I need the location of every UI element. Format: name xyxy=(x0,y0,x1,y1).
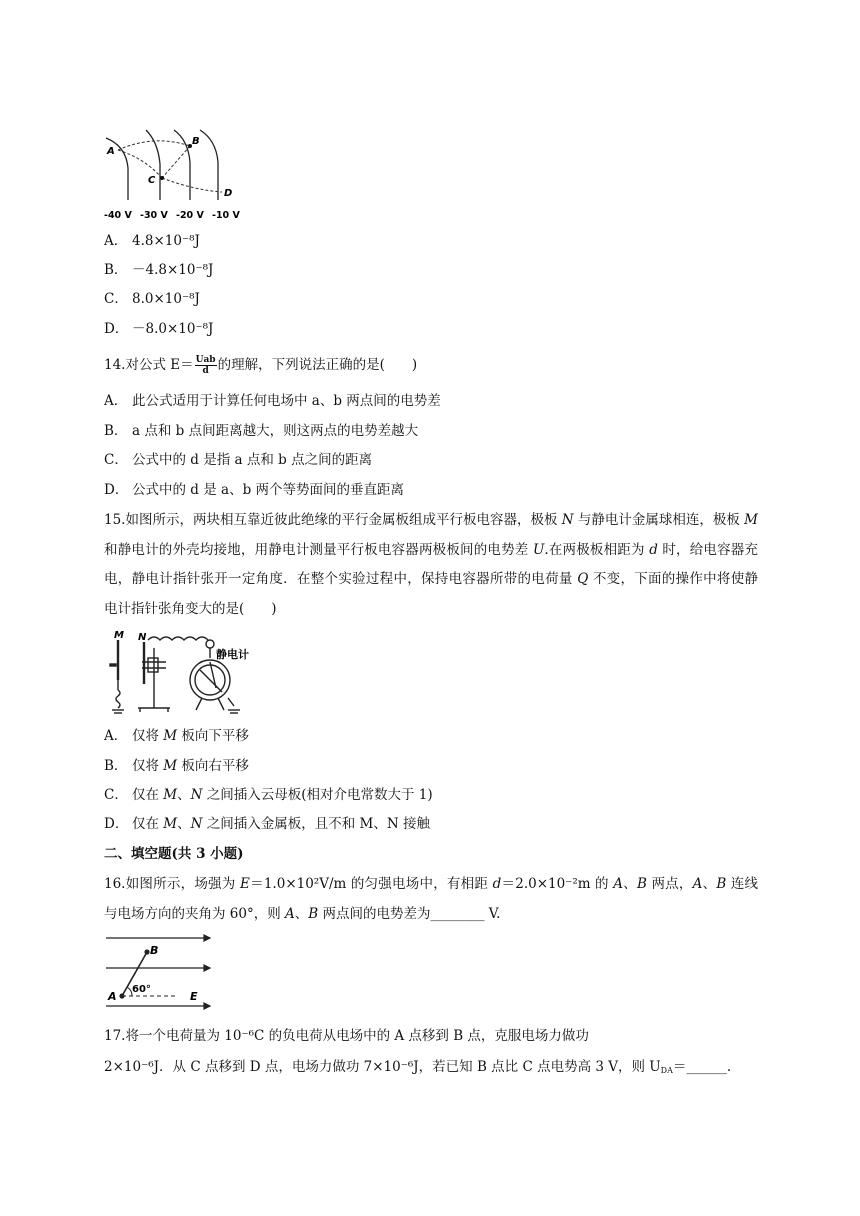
q16-label-b: B xyxy=(150,944,159,957)
q16-stem: 16.如图所示，场强为 E＝1.0×10²V/m 的匀强电场中，有相距 d＝2.0×10⁻²m 的 A、B 两点，A、B 连线与电场方向的夹角为 60°，则 A、B 两点间的电势差为________ V. xyxy=(104,876,758,922)
q13-label-b: B xyxy=(192,136,200,147)
q16-uniform-field-figure xyxy=(104,930,214,1012)
q14-stem: 14.对公式 E＝ $\frac{\text{Uab}}{d}$ 的理解，下列说法正确的是( ) xyxy=(104,355,418,376)
q15-option-a: A． 仅将 M 板向下平移 xyxy=(104,728,249,744)
q14-formula: $\frac{\text{Uab}}{d}$ xyxy=(195,355,216,376)
q17-line-1: 17.将一个电荷量为 10⁻⁶C 的负电荷从电场中的 A 点移到 B 点，克服电场力做功 xyxy=(104,1028,589,1044)
q13-label-d: D xyxy=(224,188,233,199)
q15-option-c: C． 仅在 M、N 之间插入云母板(相对介电常数大于 1) xyxy=(104,787,433,803)
q16-label-a: A xyxy=(108,990,117,1003)
q15-label-n: N xyxy=(138,632,147,643)
q14-option-b: B． a 点和 b 点间距离越大，则这两点的电势差越大 xyxy=(104,423,419,439)
q13-potential-2: -30 V xyxy=(140,210,168,221)
q13-option-b: B． －4.8×10⁻⁸J xyxy=(104,262,214,278)
q15-label-m: M xyxy=(114,630,124,641)
q15-option-d: D． 仅在 M、N 之间插入金属板，且不和 M、N 接触 xyxy=(104,816,430,832)
q15-stem: 15.如图所示，两块相互靠近彼此绝缘的平行金属板组成平行板电容器，极板 N 与静电计金属球相连，极板 M 和静电计的外壳均接地，用静电计测量平行板电容器两极板间的电势差 U.在两极板相距为 d 时，给电容器充电，静电计指针张开一定角度．在整个实验过程中，保持电容器所带的电荷量 Q 不变，下面的操作中将使静电计指针张角变大的是( ) xyxy=(104,512,758,617)
q13-option-d: D． －8.0×10⁻⁸J xyxy=(104,321,214,337)
q15-option-b: B． 仅将 M 板向右平移 xyxy=(104,758,249,774)
section-fill-in-title: 二、填空题(共 3 小题) xyxy=(104,846,244,862)
q14-option-d: D． 公式中的 d 是 a、b 两个等势面间的垂直距离 xyxy=(104,482,404,498)
q13-option-a: A． 4.8×10⁻⁸J xyxy=(104,233,200,249)
q13-equipotential-figure xyxy=(104,128,254,224)
q15-label-electrometer: 静电计 xyxy=(216,648,249,661)
q13-potential-4: -10 V xyxy=(212,210,240,221)
q13-option-c: C． 8.0×10⁻⁸J xyxy=(104,291,200,307)
q14-option-c: C． 公式中的 d 是指 a 点和 b 点之间的距离 xyxy=(104,452,373,468)
q13-label-c: C xyxy=(148,175,156,186)
q13-potential-1: -40 V xyxy=(104,210,132,221)
q13-label-a: A xyxy=(107,146,115,157)
q16-label-e: E xyxy=(190,990,198,1003)
q15-capacitor-electrometer-figure xyxy=(104,628,254,716)
q17-line-2: 2×10⁻⁶J．从 C 点移到 D 点，电场力做功 7×10⁻⁶J，若已知 B 点比 C 点电势高 3 V，则 $U_{DA}=\_\_\_\_\_\_$. xyxy=(104,1059,732,1075)
q14-option-a: A． 此公式适用于计算任何电场中 a、b 两点间的电势差 xyxy=(104,393,441,409)
q16-angle-label: 60° xyxy=(132,984,151,995)
q13-potential-3: -20 V xyxy=(176,210,204,221)
